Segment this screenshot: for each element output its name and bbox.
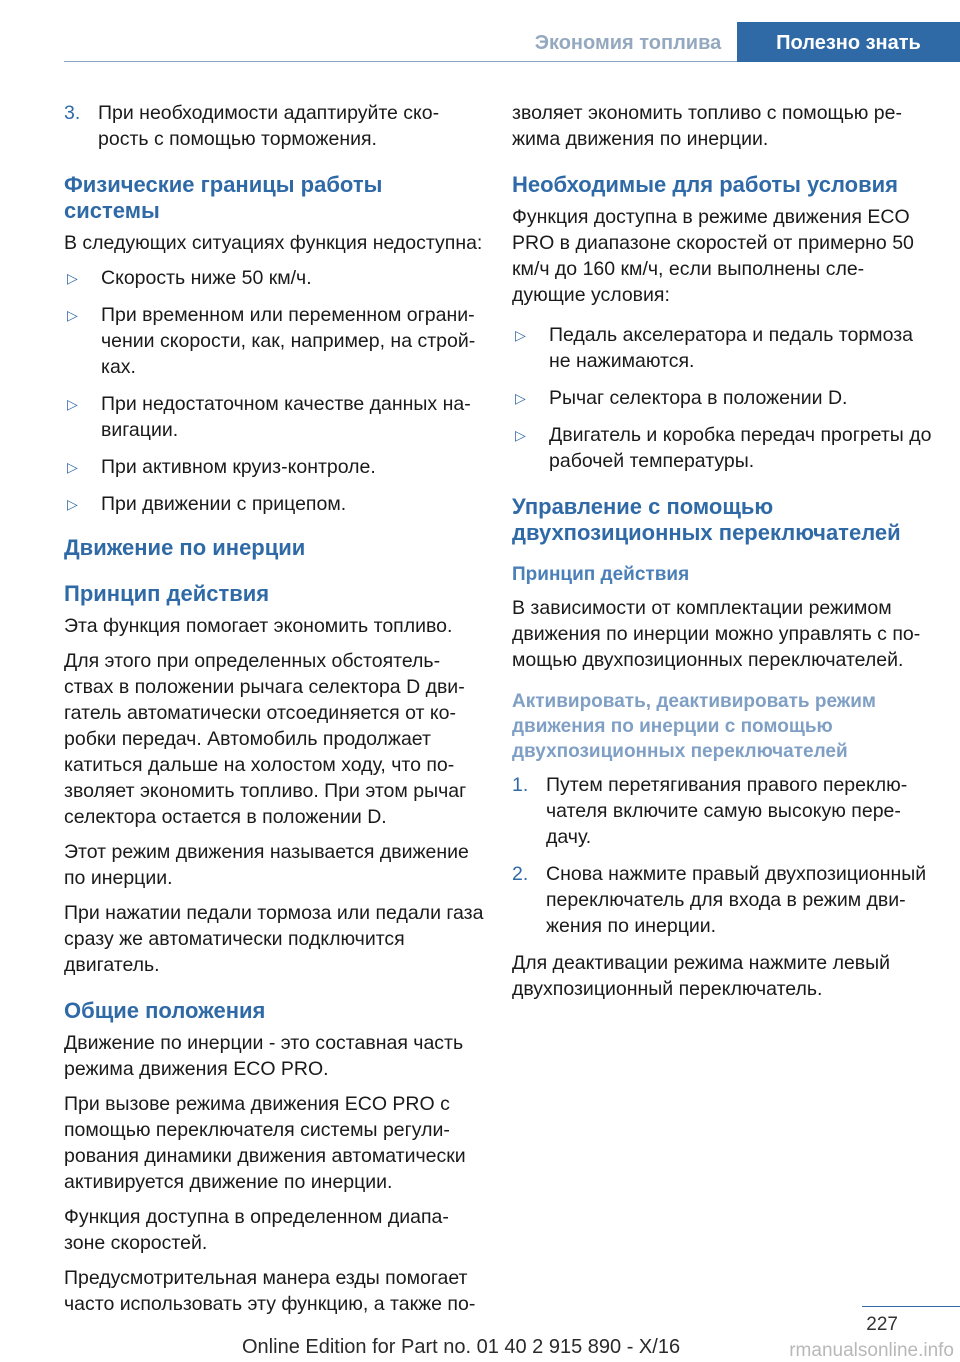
paragraph: Этот режим движения называется движение по инерции. (64, 841, 469, 889)
list-item: ▷ При активном круиз-контроле. (64, 454, 484, 480)
limits-list (64, 265, 484, 517)
list-item: ▷ Скорость ниже 50 км/ч. (64, 265, 484, 291)
triangle-bullet-icon: ▷ (67, 459, 78, 475)
page-number-rule (862, 1306, 960, 1307)
paragraph: При вызове режима движения ECO PRO с помощью переключателя системы регули-рования динамики движения автоматически активируется движение по инерции. (64, 1093, 466, 1193)
triangle-bullet-icon: ▷ (515, 390, 526, 406)
conditions-intro: Функция доступна в режиме движения ECO PRO в диапазоне скоростей от примерно 50 км/ч до 160 км/ч, если выполнены сле-дующие условия: (512, 206, 914, 306)
right-column (512, 100, 932, 1011)
steps-list (512, 772, 932, 939)
left-column (64, 100, 484, 1326)
paragraph-continued: зволяет экономить топливо с помощью ре-жима движения по инерции. (512, 102, 902, 150)
triangle-bullet-icon: ▷ (515, 327, 526, 343)
footer-edition: Online Edition for Part no. 01 40 2 915 890 - X/16 (242, 1336, 681, 1358)
step-text: Снова нажмите правый двухпозиционный переключатель для входа в режим дви-жения по инерции. (546, 863, 927, 937)
paragraph: Функция доступна в определенном диапа-зоне скоростей. (64, 1206, 449, 1254)
tab-good-to-know[interactable]: Полезно знать (737, 22, 960, 62)
heading-conditions: Необходимые для работы условия (512, 172, 898, 197)
triangle-bullet-icon: ▷ (67, 396, 78, 412)
paragraph: Эта функция помогает экономить топливо. (64, 615, 453, 637)
triangle-bullet-icon: ▷ (67, 270, 78, 286)
list-item: ▷ Рычаг селектора в положении D. (512, 385, 932, 411)
heading-principle: Принцип действия (512, 564, 690, 585)
step-number: 2. (512, 863, 529, 885)
step-item (512, 772, 932, 850)
heading-paddle-control: Управление с помощью двухпозиционных переключателей (512, 494, 901, 545)
list-item: ▷ При временном или переменном ограни-чении скорости, как, например, на строй-ках. (64, 302, 484, 380)
heading-general: Общие положения (64, 998, 266, 1023)
list-item: ▷ Двигатель и коробка передач прогреты до рабочей температуры. (512, 422, 932, 474)
step-text: При необходимости адаптируйте ско-рость с помощью торможения. (98, 102, 440, 150)
step-3 (64, 100, 484, 152)
step-item (512, 861, 932, 939)
tab-fuel-economy[interactable]: Экономия топлива (534, 32, 722, 54)
conditions-list (512, 322, 932, 474)
watermark: rmanualsonline.info (789, 1340, 954, 1361)
heading-principle: Принцип действия (64, 581, 270, 606)
page-number: 227 (866, 1314, 898, 1335)
paragraph: Предусмотрительная манера езды помогает часто использовать эту функцию, а также по- (64, 1267, 476, 1315)
triangle-bullet-icon: ▷ (67, 496, 78, 512)
heading-system-limits: Физические границы работы системы (64, 172, 383, 223)
paragraph: Движение по инерции - это составная часть режима движения ECO PRO. (64, 1032, 464, 1080)
heading-activate-deactivate: Активировать, деактивировать режим движения по инерции с помощью двухпозиционных переключателей (512, 691, 876, 762)
list-item: ▷ Педаль акселератора и педаль тормоза не нажимаются. (512, 322, 932, 374)
paragraph: Для деактивации режима нажмите левый двухпозиционный переключатель. (512, 952, 891, 1000)
triangle-bullet-icon: ▷ (515, 427, 526, 443)
step-number: 1. (512, 774, 529, 796)
paragraph: В зависимости от комплектации режимом движения по инерции можно управлять с по-мощью двухпозиционных переключателей. (512, 597, 921, 671)
limits-intro: В следующих ситуациях функция недоступна: (64, 232, 483, 254)
list-item: ▷ При недостаточном качестве данных на-вигации. (64, 391, 484, 443)
paragraph: Для этого при определенных обстоятель-ствах в положении рычага селектора D дви-гатель автоматически отсоединяется от ко-робки передач. Автомобиль продолжает катиться дальше на холостом ходу, что по-зволяет экономить топливо. При этом рычаг селектора остается в положении D. (64, 650, 467, 828)
paragraph: При нажатии педали тормоза или педали газа сразу же автоматически подключится двигатель. (64, 902, 484, 976)
heading-coasting: Движение по инерции (64, 535, 306, 560)
step-text: Путем перетягивания правого переклю-чателя включите самую высокую пере-дачу. (546, 774, 908, 848)
triangle-bullet-icon: ▷ (67, 307, 78, 323)
step-number: 3. (64, 102, 81, 124)
list-item: ▷ При движении с прицепом. (64, 491, 484, 517)
